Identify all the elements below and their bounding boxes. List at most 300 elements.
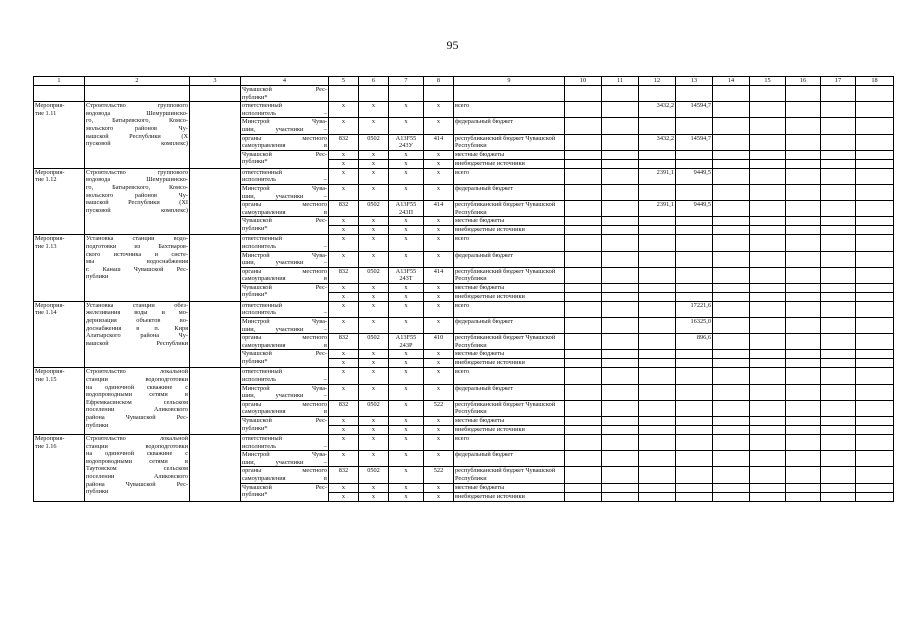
code-cell bbox=[389, 251, 424, 267]
text-line: x bbox=[404, 251, 408, 259]
code-cell: x bbox=[424, 168, 454, 184]
role-cell bbox=[241, 251, 329, 267]
value-cell bbox=[565, 483, 602, 492]
funding-source: республиканский бюджет Чувашской Республики bbox=[454, 201, 565, 217]
code-cell: x bbox=[424, 226, 454, 235]
text-line: публики bbox=[86, 488, 109, 496]
measure-id bbox=[34, 368, 85, 435]
code-cell: x bbox=[329, 359, 359, 368]
value-cell bbox=[713, 400, 750, 416]
column-header: 9 bbox=[454, 77, 565, 86]
text-line: ответственный bbox=[242, 435, 282, 442]
header-row bbox=[34, 77, 894, 86]
column-header: 3 bbox=[190, 77, 241, 86]
code-cell: x bbox=[424, 118, 454, 134]
table-cell bbox=[190, 301, 241, 368]
value-cell bbox=[602, 435, 639, 451]
text-line: самоуправления в bbox=[242, 474, 327, 482]
value-cell bbox=[602, 251, 639, 267]
text-line: самоуправления в bbox=[242, 408, 327, 416]
code-cell: x bbox=[359, 350, 389, 359]
value-cell bbox=[639, 292, 676, 301]
value-cell bbox=[821, 384, 856, 400]
value-cell bbox=[602, 451, 639, 467]
value-cell bbox=[750, 451, 786, 467]
text-line: Установка станции обез- bbox=[86, 301, 188, 309]
table-row bbox=[34, 102, 894, 118]
text-line: станции водоподготовки bbox=[86, 442, 188, 450]
column-header: 11 bbox=[602, 77, 639, 86]
value-cell bbox=[821, 201, 856, 217]
code-cell: x bbox=[424, 492, 454, 501]
value-cell bbox=[602, 334, 639, 350]
text-line: Ефремкасинском сельском bbox=[86, 398, 188, 406]
code-cell: x bbox=[329, 301, 359, 317]
funding-source: федеральный бюджет bbox=[454, 384, 565, 400]
budget-table bbox=[33, 76, 894, 502]
code-cell: x bbox=[329, 426, 359, 435]
value-cell bbox=[821, 417, 856, 426]
code-cell: x bbox=[329, 492, 359, 501]
funding-source: местные бюджеты bbox=[454, 483, 565, 492]
measure-name bbox=[85, 301, 190, 368]
text-line: x bbox=[404, 118, 408, 126]
code-cell bbox=[389, 492, 424, 501]
value-cell bbox=[786, 118, 821, 134]
value-cell bbox=[565, 217, 602, 226]
value-cell: 17221,6 bbox=[676, 301, 713, 317]
value-cell bbox=[786, 217, 821, 226]
funding-source: местные бюджеты bbox=[454, 283, 565, 292]
text-line: мольского районов Чу- bbox=[86, 124, 188, 132]
text-line: x bbox=[404, 435, 408, 442]
text-line: исполнитель – bbox=[242, 442, 327, 450]
text-line: тие 1.16 bbox=[35, 442, 57, 450]
role-cell bbox=[241, 384, 329, 400]
value-cell bbox=[713, 150, 750, 159]
code-cell: x bbox=[329, 292, 359, 301]
text-line: x bbox=[404, 235, 408, 243]
value-cell bbox=[713, 134, 750, 150]
text-line: шии, участники – bbox=[242, 458, 327, 466]
text-line: станции водоподготовки bbox=[86, 376, 188, 384]
value-cell bbox=[565, 184, 602, 200]
code-cell: x bbox=[424, 483, 454, 492]
code-cell: x bbox=[424, 359, 454, 368]
text-line: Минстрой Чува- bbox=[242, 451, 327, 459]
text-line: Минстрой Чува- bbox=[242, 118, 327, 126]
value-cell bbox=[639, 318, 676, 334]
code-cell: 0502 bbox=[359, 201, 389, 217]
text-line: Чувашской Рес- bbox=[242, 483, 327, 491]
value-cell bbox=[786, 400, 821, 416]
code-cell: 0502 bbox=[359, 267, 389, 283]
code-cell: x bbox=[329, 118, 359, 134]
table-cell bbox=[602, 86, 639, 102]
value-cell bbox=[602, 483, 639, 492]
code-cell bbox=[389, 350, 424, 359]
text-line: органы местного bbox=[242, 467, 327, 475]
code-cell: x bbox=[329, 350, 359, 359]
value-cell bbox=[713, 435, 750, 451]
value-cell bbox=[602, 301, 639, 317]
value-cell bbox=[821, 318, 856, 334]
code-cell: x bbox=[359, 483, 389, 492]
measure-name bbox=[85, 168, 190, 235]
value-cell bbox=[602, 368, 639, 384]
value-cell bbox=[856, 201, 894, 217]
code-cell: x bbox=[359, 159, 389, 168]
funding-source: внебюджетные источники bbox=[454, 359, 565, 368]
value-cell bbox=[602, 283, 639, 292]
role-cell bbox=[241, 467, 329, 483]
code-cell: 832 bbox=[329, 201, 359, 217]
value-cell bbox=[750, 251, 786, 267]
column-header: 1 bbox=[34, 77, 85, 86]
code-cell bbox=[389, 384, 424, 400]
value-cell bbox=[856, 301, 894, 317]
value-cell bbox=[750, 492, 786, 501]
text-line: ответственный bbox=[242, 368, 282, 376]
value-cell bbox=[750, 301, 786, 317]
value-cell bbox=[821, 368, 856, 384]
table-body bbox=[34, 77, 894, 502]
code-cell: 832 bbox=[329, 134, 359, 150]
value-cell bbox=[786, 368, 821, 384]
column-header: 7 bbox=[389, 77, 424, 86]
table-cell bbox=[713, 86, 750, 102]
value-cell bbox=[713, 384, 750, 400]
text-line: x bbox=[404, 226, 408, 234]
value-cell bbox=[602, 318, 639, 334]
text-line: тие 1.14 bbox=[35, 309, 57, 317]
value-cell bbox=[565, 267, 602, 283]
column-header: 16 bbox=[786, 77, 821, 86]
value-cell bbox=[565, 134, 602, 150]
value-cell bbox=[750, 118, 786, 134]
value-cell bbox=[750, 426, 786, 435]
text-line: железивания воды и мо- bbox=[86, 309, 188, 317]
value-cell bbox=[786, 292, 821, 301]
value-cell bbox=[856, 400, 894, 416]
value-cell bbox=[639, 483, 676, 492]
column-header: 5 bbox=[329, 77, 359, 86]
value-cell bbox=[676, 217, 713, 226]
value-cell bbox=[786, 417, 821, 426]
value-cell bbox=[639, 384, 676, 400]
text-line: поселении Аликовского bbox=[86, 406, 188, 414]
value-cell bbox=[676, 226, 713, 235]
value-cell bbox=[786, 184, 821, 200]
code-cell bbox=[389, 150, 424, 159]
text-line: Строительство локальной bbox=[86, 368, 188, 376]
code-cell: x bbox=[424, 184, 454, 200]
code-cell: x bbox=[359, 184, 389, 200]
funding-source: республиканский бюджет Чувашской Республики bbox=[454, 134, 565, 150]
value-cell bbox=[676, 118, 713, 134]
value-cell bbox=[565, 150, 602, 159]
value-cell bbox=[821, 301, 856, 317]
text-line: водопроводными сетями в bbox=[86, 391, 188, 399]
code-cell bbox=[389, 184, 424, 200]
role-cell bbox=[241, 150, 329, 168]
value-cell bbox=[786, 435, 821, 451]
value-cell bbox=[786, 334, 821, 350]
text-line: самоуправления в bbox=[242, 208, 327, 216]
value-cell bbox=[676, 283, 713, 292]
value-cell bbox=[676, 492, 713, 501]
value-cell bbox=[713, 184, 750, 200]
code-cell: 0502 bbox=[359, 134, 389, 150]
value-cell bbox=[602, 292, 639, 301]
value-cell bbox=[821, 400, 856, 416]
text-line: публики* bbox=[242, 424, 268, 432]
value-cell bbox=[713, 318, 750, 334]
code-cell: x bbox=[424, 435, 454, 451]
value-cell bbox=[750, 201, 786, 217]
value-cell bbox=[786, 134, 821, 150]
value-cell bbox=[602, 217, 639, 226]
value-cell bbox=[713, 301, 750, 317]
text-line: поселении Аликовского bbox=[86, 472, 188, 480]
text-line: x bbox=[404, 451, 408, 459]
value-cell bbox=[750, 102, 786, 118]
value-cell bbox=[750, 226, 786, 235]
text-line: публики* bbox=[242, 291, 268, 299]
value-cell bbox=[639, 283, 676, 292]
value-cell bbox=[565, 226, 602, 235]
code-cell: x bbox=[424, 451, 454, 467]
column-header: 14 bbox=[713, 77, 750, 86]
code-cell: x bbox=[424, 283, 454, 292]
value-cell bbox=[713, 159, 750, 168]
code-cell: x bbox=[424, 426, 454, 435]
role-cell bbox=[241, 168, 329, 184]
value-cell bbox=[639, 226, 676, 235]
value-cell bbox=[750, 334, 786, 350]
value-cell bbox=[639, 150, 676, 159]
value-cell bbox=[856, 384, 894, 400]
value-cell bbox=[602, 184, 639, 200]
value-cell: 2391,1 bbox=[639, 201, 676, 217]
text-line: A13F55 bbox=[395, 267, 417, 275]
text-line: водовода Шемуршинско- bbox=[86, 109, 188, 117]
code-cell: x bbox=[359, 451, 389, 467]
value-cell bbox=[786, 451, 821, 467]
code-cell: x bbox=[359, 217, 389, 226]
value-cell bbox=[821, 118, 856, 134]
text-line: Строительство группового bbox=[86, 102, 188, 110]
code-cell bbox=[389, 483, 424, 492]
value-cell bbox=[602, 350, 639, 359]
text-line: Мероприя- bbox=[35, 102, 65, 110]
funding-source: внебюджетные источники bbox=[454, 159, 565, 168]
text-line: Таутовском сельском bbox=[86, 465, 188, 473]
text-line: Алатырского района Чу- bbox=[86, 332, 188, 340]
value-cell bbox=[786, 301, 821, 317]
funding-source: местные бюджеты bbox=[454, 217, 565, 226]
table-cell bbox=[190, 86, 241, 102]
text-line: публики* bbox=[242, 358, 268, 366]
table-cell bbox=[424, 86, 454, 102]
text-line: самоуправления в bbox=[242, 341, 327, 349]
value-cell bbox=[713, 417, 750, 426]
funding-source: всего bbox=[454, 301, 565, 317]
value-cell bbox=[676, 467, 713, 483]
value-cell bbox=[856, 267, 894, 283]
code-cell bbox=[389, 159, 424, 168]
value-cell bbox=[602, 235, 639, 251]
text-line: самоуправления в bbox=[242, 275, 327, 283]
code-cell: x bbox=[329, 184, 359, 200]
value-cell bbox=[713, 492, 750, 501]
text-line: шии, участники – bbox=[242, 125, 327, 133]
value-cell bbox=[713, 251, 750, 267]
column-header: 8 bbox=[424, 77, 454, 86]
text-line: 243У bbox=[399, 142, 413, 150]
text-line: публики* bbox=[242, 93, 268, 101]
value-cell bbox=[821, 292, 856, 301]
column-header: 13 bbox=[676, 77, 713, 86]
column-header: 15 bbox=[750, 77, 786, 86]
code-cell bbox=[389, 134, 424, 150]
code-cell: x bbox=[424, 301, 454, 317]
value-cell bbox=[639, 451, 676, 467]
code-cell: x bbox=[329, 417, 359, 426]
value-cell bbox=[750, 217, 786, 226]
value-cell bbox=[821, 134, 856, 150]
code-cell: x bbox=[359, 292, 389, 301]
value-cell bbox=[856, 283, 894, 292]
value-cell bbox=[639, 417, 676, 426]
value-cell bbox=[821, 102, 856, 118]
table-cell bbox=[241, 86, 329, 102]
text-line: A13F55 bbox=[395, 134, 417, 142]
value-cell bbox=[602, 417, 639, 426]
value-cell bbox=[713, 226, 750, 235]
text-line: x bbox=[404, 417, 408, 424]
value-cell bbox=[750, 435, 786, 451]
text-line: публики* bbox=[242, 491, 268, 499]
value-cell bbox=[713, 168, 750, 184]
text-line: района Чувашской Рес- bbox=[86, 414, 188, 421]
text-line: водовода Шемуршинско- bbox=[86, 176, 188, 184]
code-cell: x bbox=[329, 159, 359, 168]
value-cell bbox=[786, 102, 821, 118]
value-cell bbox=[639, 426, 676, 435]
value-cell bbox=[856, 292, 894, 301]
role-cell bbox=[241, 283, 329, 301]
value-cell bbox=[639, 368, 676, 384]
role-cell bbox=[241, 350, 329, 368]
value-cell bbox=[786, 384, 821, 400]
text-line: Чувашской Рес- bbox=[242, 86, 327, 93]
value-cell bbox=[565, 318, 602, 334]
funding-source: федеральный бюджет bbox=[454, 118, 565, 134]
value-cell bbox=[602, 467, 639, 483]
value-cell bbox=[750, 267, 786, 283]
value-cell bbox=[856, 467, 894, 483]
value-cell bbox=[602, 384, 639, 400]
value-cell bbox=[821, 235, 856, 251]
text-line: исполнитель – bbox=[242, 176, 327, 184]
funding-source: федеральный бюджет bbox=[454, 451, 565, 467]
text-line: исполнитель – bbox=[242, 309, 327, 317]
code-cell: x bbox=[329, 283, 359, 292]
code-cell: 414 bbox=[424, 267, 454, 283]
value-cell bbox=[786, 492, 821, 501]
code-cell: x bbox=[329, 318, 359, 334]
value-cell bbox=[856, 368, 894, 384]
text-line: x bbox=[404, 483, 408, 491]
value-cell bbox=[602, 267, 639, 283]
value-cell bbox=[602, 400, 639, 416]
code-cell: x bbox=[424, 217, 454, 226]
table-cell bbox=[190, 102, 241, 169]
table-cell bbox=[750, 86, 786, 102]
code-cell: 0502 bbox=[359, 400, 389, 416]
code-cell: x bbox=[424, 235, 454, 251]
value-cell bbox=[786, 251, 821, 267]
code-cell: x bbox=[424, 417, 454, 426]
role-cell bbox=[241, 301, 329, 317]
value-cell bbox=[565, 301, 602, 317]
value-cell bbox=[750, 400, 786, 416]
value-cell bbox=[821, 168, 856, 184]
code-cell: x bbox=[359, 235, 389, 251]
text-line: Минстрой Чува- bbox=[242, 384, 327, 392]
value-cell bbox=[750, 350, 786, 359]
measure-id bbox=[34, 168, 85, 235]
value-cell bbox=[602, 226, 639, 235]
value-cell bbox=[713, 467, 750, 483]
text-line: органы местного bbox=[242, 334, 327, 342]
value-cell bbox=[713, 201, 750, 217]
text-line: ответственный bbox=[242, 168, 282, 176]
measure-id bbox=[34, 235, 85, 302]
value-cell bbox=[786, 267, 821, 283]
value-cell bbox=[676, 292, 713, 301]
code-cell: x bbox=[359, 118, 389, 134]
value-cell bbox=[750, 159, 786, 168]
funding-source: федеральный бюджет bbox=[454, 251, 565, 267]
value-cell bbox=[713, 118, 750, 134]
text-line: x bbox=[404, 384, 408, 392]
code-cell: x bbox=[424, 318, 454, 334]
measure-id bbox=[34, 435, 85, 502]
value-cell bbox=[602, 201, 639, 217]
code-cell bbox=[389, 283, 424, 292]
funding-source: федеральный бюджет bbox=[454, 318, 565, 334]
code-cell: x bbox=[359, 435, 389, 451]
code-cell bbox=[389, 226, 424, 235]
value-cell bbox=[565, 384, 602, 400]
text-line: ответственный bbox=[242, 102, 282, 110]
text-line: x bbox=[404, 467, 408, 475]
table-cell bbox=[34, 86, 85, 102]
value-cell bbox=[713, 283, 750, 292]
value-cell bbox=[602, 134, 639, 150]
text-line: г. Канаш Чувашской Рес- bbox=[86, 265, 188, 273]
value-cell bbox=[786, 150, 821, 159]
value-cell bbox=[750, 467, 786, 483]
value-cell bbox=[713, 451, 750, 467]
code-cell bbox=[389, 292, 424, 301]
table-cell bbox=[190, 235, 241, 302]
text-line: x bbox=[404, 150, 408, 158]
code-cell: x bbox=[424, 150, 454, 159]
measure-name bbox=[85, 102, 190, 169]
